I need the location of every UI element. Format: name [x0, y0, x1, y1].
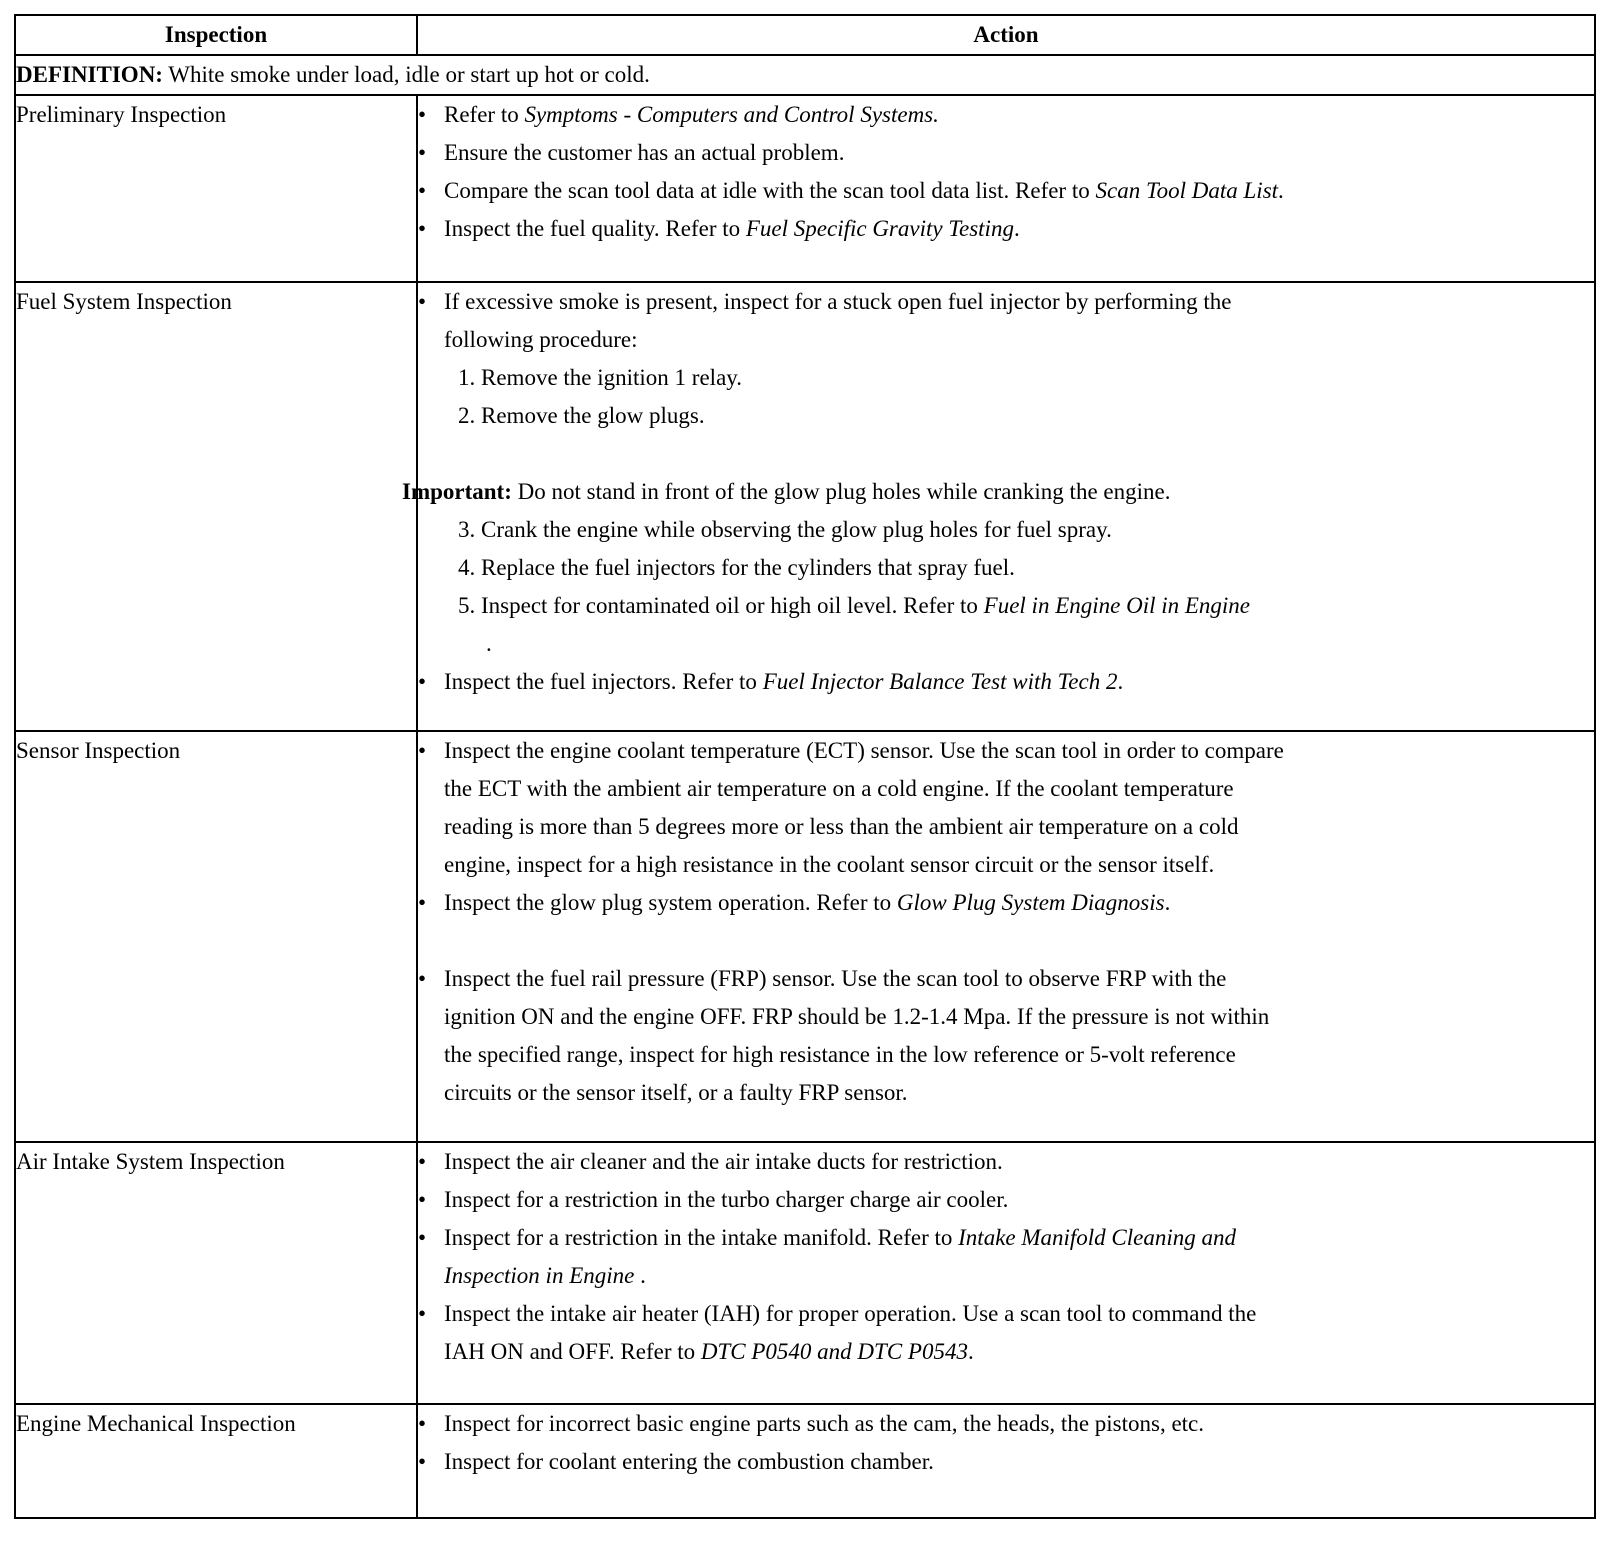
action-cell	[402, 282, 1595, 731]
definition-label: DEFINITION:	[16, 62, 163, 87]
important-note: Important: Do not stand in front of the glow plug holes while cranking the engine.	[402, 479, 1171, 504]
action-item: • Inspect for coolant entering the combustion chamber.	[418, 1443, 1218, 1481]
table-row	[15, 282, 1595, 731]
action-item: • Inspect the fuel injectors. Refer to Fuel Injector Balance Test with Tech 2.	[418, 663, 1298, 701]
diagnostic-table	[14, 14, 1596, 1519]
reference-link[interactable]: Symptoms - Computers and Control Systems.	[524, 102, 939, 127]
action-item: • Ensure the customer has an actual problem.	[418, 134, 1298, 172]
table-row	[15, 1404, 1595, 1518]
definition-text: White smoke under load, idle or start up hot or cold.	[162, 62, 650, 87]
reference-link[interactable]: Intake Manifold Cleaning and Inspection in Engine	[444, 1225, 1237, 1288]
inspection-cell: Fuel System Inspection	[15, 282, 417, 731]
reference-link[interactable]: Glow Plug System Diagnosis	[896, 890, 1165, 915]
action-item: • Refer to Symptoms - Computers and Control Systems.	[418, 96, 1298, 134]
table-row	[15, 95, 1595, 282]
action-item: • If excessive smoke is present, inspect for a stuck open fuel injector by performing the following procedure:	[418, 283, 1298, 359]
action-item: • Inspect the fuel quality. Refer to Fuel Specific Gravity Testing.	[418, 210, 1298, 248]
action-item: • Inspect for incorrect basic engine parts such as the cam, the heads, the pistons, etc.	[418, 1405, 1218, 1443]
procedure-step: 4. Replace the fuel injectors for the cylinders that spray fuel.	[458, 555, 1015, 580]
table-row	[15, 1142, 1595, 1404]
table-row	[15, 731, 1595, 1142]
action-item: • Inspect the air cleaner and the air intake ducts for restriction.	[418, 1143, 1298, 1181]
inspection-cell: Sensor Inspection	[15, 731, 417, 1142]
procedure-step: 5. Inspect for contaminated oil or high oil level. Refer to Fuel in Engine Oil in Engine .	[458, 593, 1251, 656]
reference-link[interactable]: Fuel Specific Gravity Testing	[745, 216, 1014, 241]
action-item: • Compare the scan tool data at idle with the scan tool data list. Refer to Scan Tool Data List.	[418, 172, 1298, 210]
action-item: • Inspect the glow plug system operation. Refer to Glow Plug System Diagnosis.	[418, 884, 1298, 922]
header-row	[15, 15, 1595, 55]
inspection-cell: Preliminary Inspection	[15, 95, 417, 282]
definition-row	[15, 55, 1595, 95]
inspection-cell: Engine Mechanical Inspection	[15, 1404, 417, 1518]
inspection-cell: Air Intake System Inspection	[15, 1142, 417, 1404]
action-item: • Inspect for a restriction in the intake manifold. Refer to Intake Manifold Cleaning and Inspection in Engine .	[418, 1219, 1298, 1295]
procedure-step: 1. Remove the ignition 1 relay.	[458, 365, 743, 390]
action-cell	[417, 1142, 1595, 1404]
action-cell	[417, 1404, 1595, 1518]
definition-cell	[15, 55, 1595, 95]
reference-link[interactable]: Fuel Injector Balance Test with Tech 2	[762, 669, 1118, 694]
header-action: Action	[417, 15, 1595, 55]
action-item: • Inspect the intake air heater (IAH) for proper operation. Use a scan tool to command the IAH ON and OFF. Refer to DTC P0540 and DTC P0543.	[418, 1295, 1298, 1371]
reference-link[interactable]: DTC P0540 and DTC P0543	[700, 1339, 968, 1364]
header-inspection: Inspection	[15, 15, 417, 55]
action-item: • Inspect for a restriction in the turbo charger charge air cooler.	[418, 1181, 1298, 1219]
procedure-step: 3. Crank the engine while observing the glow plug holes for fuel spray.	[458, 517, 1112, 542]
reference-link[interactable]: Fuel in Engine Oil in Engine	[983, 593, 1251, 618]
reference-link[interactable]: Scan Tool Data List	[1095, 178, 1279, 203]
procedure-step: 2. Remove the glow plugs.	[458, 403, 705, 428]
action-cell	[417, 95, 1595, 282]
action-item: • Inspect the fuel rail pressure (FRP) sensor. Use the scan tool to observe FRP with the ignition ON and the engine OFF. FRP should be 1.2-1.4 Mpa. If the pressure is not within the specified range, inspect for high resistance in the low reference or 5-volt reference circuits or the sensor itself, or a faulty FRP sensor.	[418, 960, 1298, 1112]
action-cell	[417, 731, 1595, 1142]
action-item: • Inspect the engine coolant temperature (ECT) sensor. Use the scan tool in order to compare the ECT with the ambient air temperature on a cold engine. If the coolant temperature reading is more than 5 degrees more or less than the ambient air temperature on a cold engine, inspect for a high resistance in the coolant sensor circuit or the sensor itself.	[418, 732, 1298, 884]
